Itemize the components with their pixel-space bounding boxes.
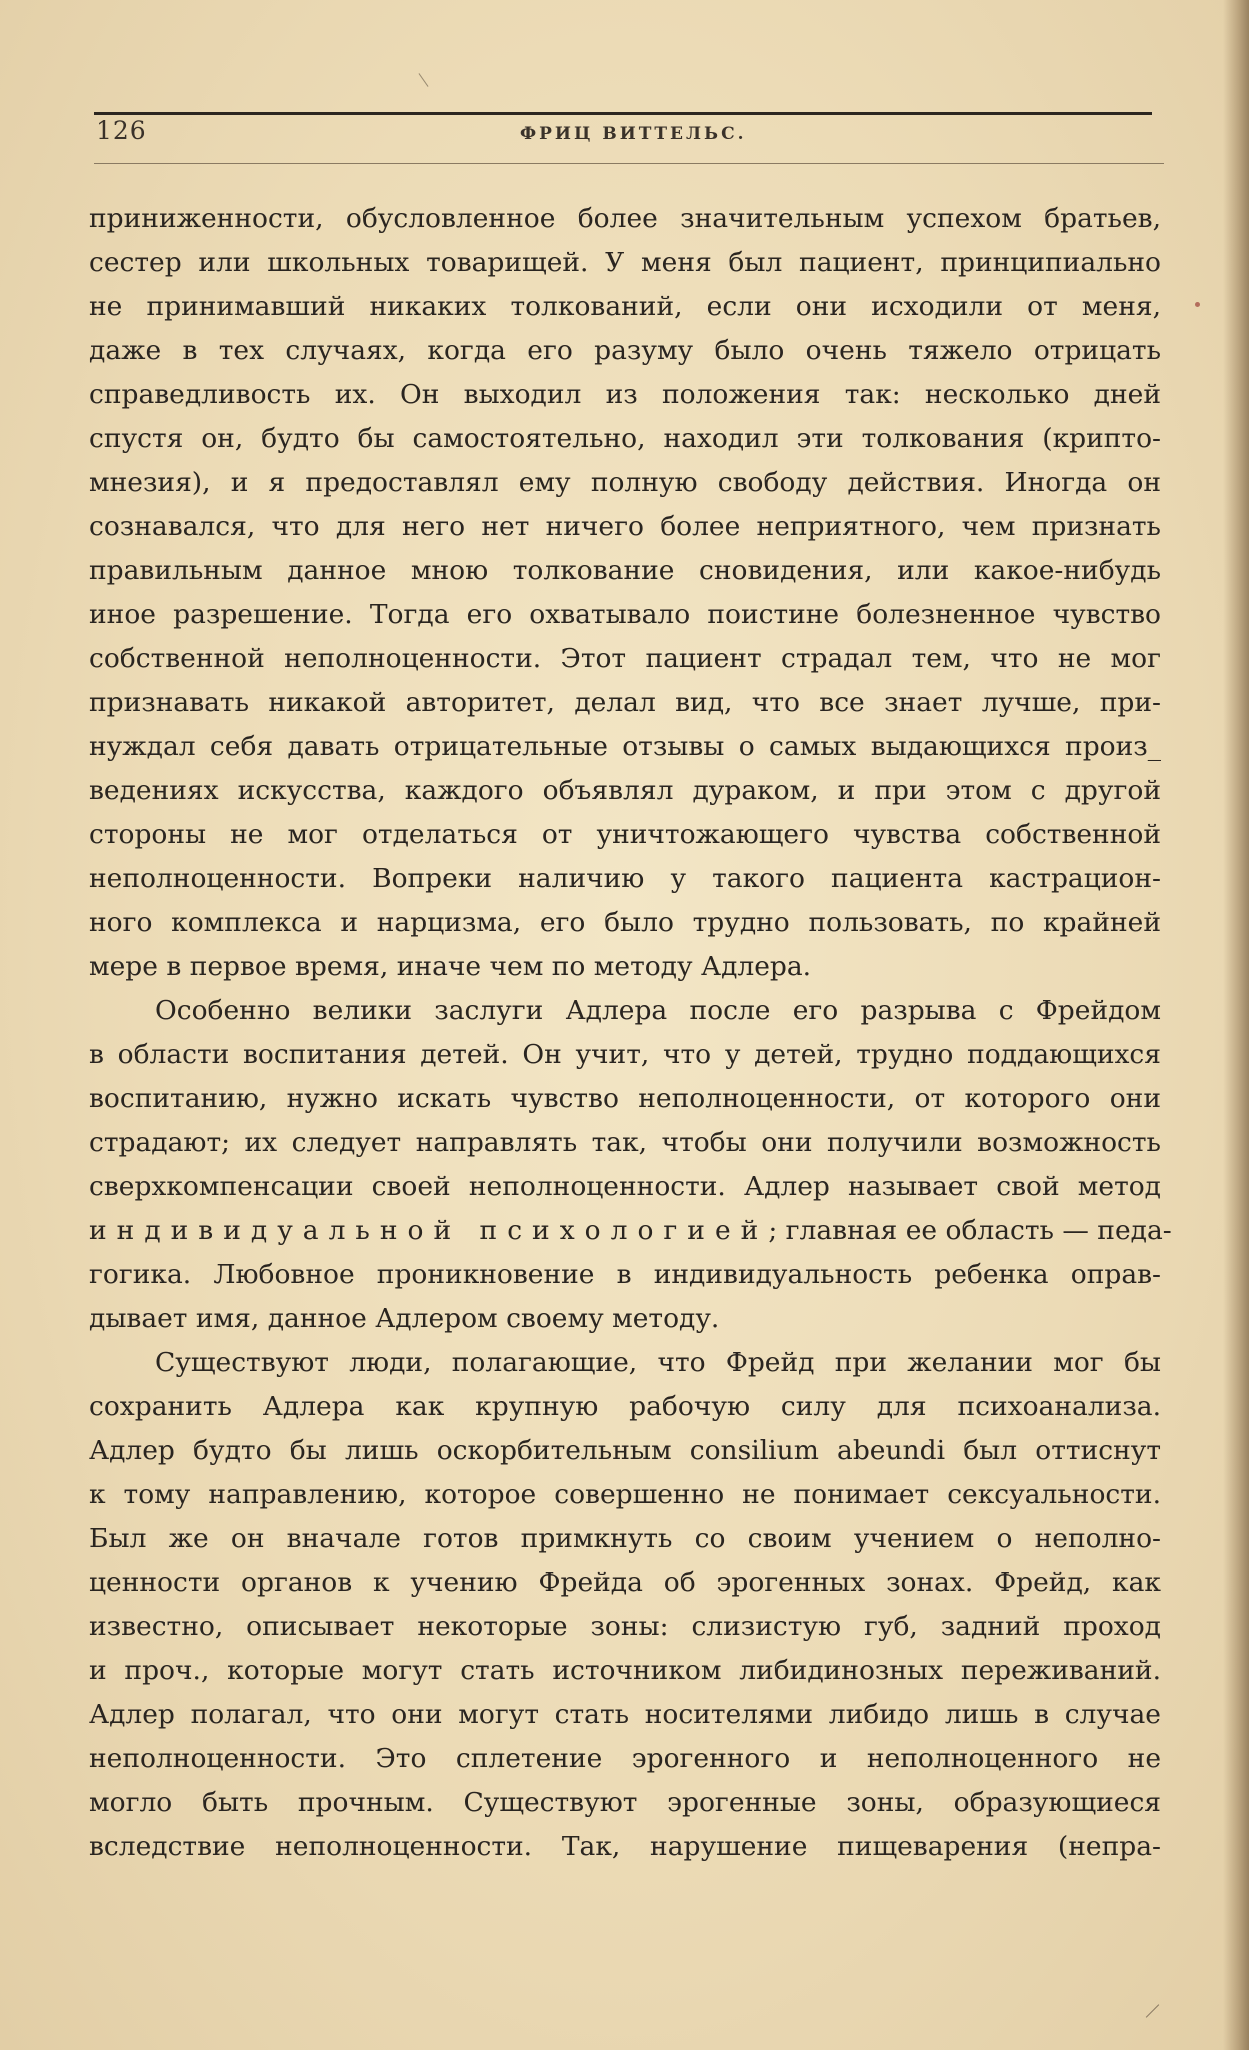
text-line: приниженности, обусловленное более значительным успехом братьев, (89, 203, 1161, 234)
text-line: спустя он, будто бы самостоятельно, находил эти толкования (крипто- (89, 423, 1161, 454)
text-line: Был же он вначале готов примкнуть со своим учением о неполно- (89, 1523, 1161, 1554)
ink-mark (419, 73, 429, 87)
text-line: в области воспитания детей. Он учит, что у детей, трудно поддающихся (89, 1039, 1161, 1070)
text-line: вследствие неполноценности. Так, нарушение пищеварения (непра- (89, 1831, 1161, 1862)
running-title: ФРИЦ ВИТТЕЛЬС. (520, 124, 747, 144)
ink-dot (1195, 302, 1200, 307)
header-rule (94, 112, 1152, 115)
text-line: стороны не мог отделаться от уничтожающего чувства собственной (89, 819, 1161, 850)
text-line: воспитанию, нужно искать чувство неполноценности, от которого они (89, 1083, 1161, 1114)
text-line: правильным данное мною толкование сновидения, или какое-нибудь (89, 555, 1161, 586)
text-line: иное разрешение. Тогда его охватывало поистине болезненное чувство (89, 599, 1161, 630)
text-line: даже в тех случаях, когда его разуму было очень тяжело отрицать (89, 335, 1161, 366)
text-line: нуждал себя давать отрицательные отзывы о самых выдающихся произ_ (89, 731, 1161, 762)
header-underline (94, 163, 1164, 164)
text-line: сестер или школьных товарищей. У меня был пациент, принципиально (89, 247, 1161, 278)
text-line: мере в первое время, иначе чем по методу Адлера. (89, 951, 812, 982)
text-line: неполноценности. Вопреки наличию у такого пациента кастрацион- (89, 863, 1161, 894)
page-number: 126 (96, 116, 147, 145)
text-line: сознавался, что для него нет ничего более неприятного, чем признать (89, 511, 1161, 542)
text-line: неполноценности. Это сплетение эрогенного и неполноценного не (89, 1743, 1161, 1774)
ink-mark (1146, 2004, 1159, 2017)
body-text (89, 197, 1172, 1869)
text-line: собственной неполноценности. Этот пациент страдал тем, что не мог (89, 643, 1161, 674)
text-line: ного комплекса и нарцизма, его было трудно пользовать, по крайней (89, 907, 1161, 938)
text-line: дывает имя, данное Адлером своему методу. (89, 1303, 720, 1334)
text-line-spaced (89, 1209, 1172, 1253)
text-line: гогика. Любовное проникновение в индивидуальность ребенка оправ- (89, 1259, 1161, 1290)
spine-shadow (1223, 0, 1249, 2050)
text-line: ведениях искусства, каждого объявлял дураком, и при этом с другой (89, 775, 1161, 806)
text-line: Адлер полагал, что они могут стать носителями либидо лишь в случае (89, 1699, 1161, 1730)
spaced-line-tail: ; главная ее область — педа- (768, 1215, 1172, 1246)
text-line: мнезия), и я предоставлял ему полную свободу действия. Иногда он (89, 467, 1161, 498)
text-line: страдают; их следует направлять так, чтобы они получили возможность (89, 1127, 1161, 1158)
text-line: сохранить Адлера как крупную рабочую силу для психоанализа. (89, 1391, 1161, 1422)
text-line: и проч., которые могут стать источником либидинозных переживаний. (89, 1655, 1161, 1686)
text-line: справедливость их. Он выходил из положения так: несколько дней (89, 379, 1161, 410)
text-line: Адлер будто бы лишь оскорбительным consilium abeundi был оттиснут (89, 1435, 1161, 1466)
text-line: признавать никакой авторитет, делал вид, что все знает лучше, при- (89, 687, 1161, 718)
text-line: известно, описывает некоторые зоны: слизистую губ, задний проход (89, 1611, 1161, 1642)
text-line: к тому направлению, которое совершенно не понимает сексуальности. (89, 1479, 1161, 1510)
text-line: не принимавший никаких толкований, если они исходили от меня, (89, 291, 1161, 322)
spaced-term: индивидуальной психологией (89, 1215, 769, 1246)
text-line: Существуют люди, полагающие, что Фрейд при желании мог бы (155, 1347, 1161, 1378)
text-line: Особенно велики заслуги Адлера после его разрыва с Фрейдом (155, 995, 1161, 1026)
text-line: ценности органов к учению Фрейда об эрогенных зонах. Фрейд, как (89, 1567, 1161, 1598)
text-line: могло быть прочным. Существуют эрогенные зоны, образующиеся (89, 1787, 1161, 1818)
text-line: сверхкомпенсации своей неполноценности. Адлер называет свой метод (89, 1171, 1161, 1202)
